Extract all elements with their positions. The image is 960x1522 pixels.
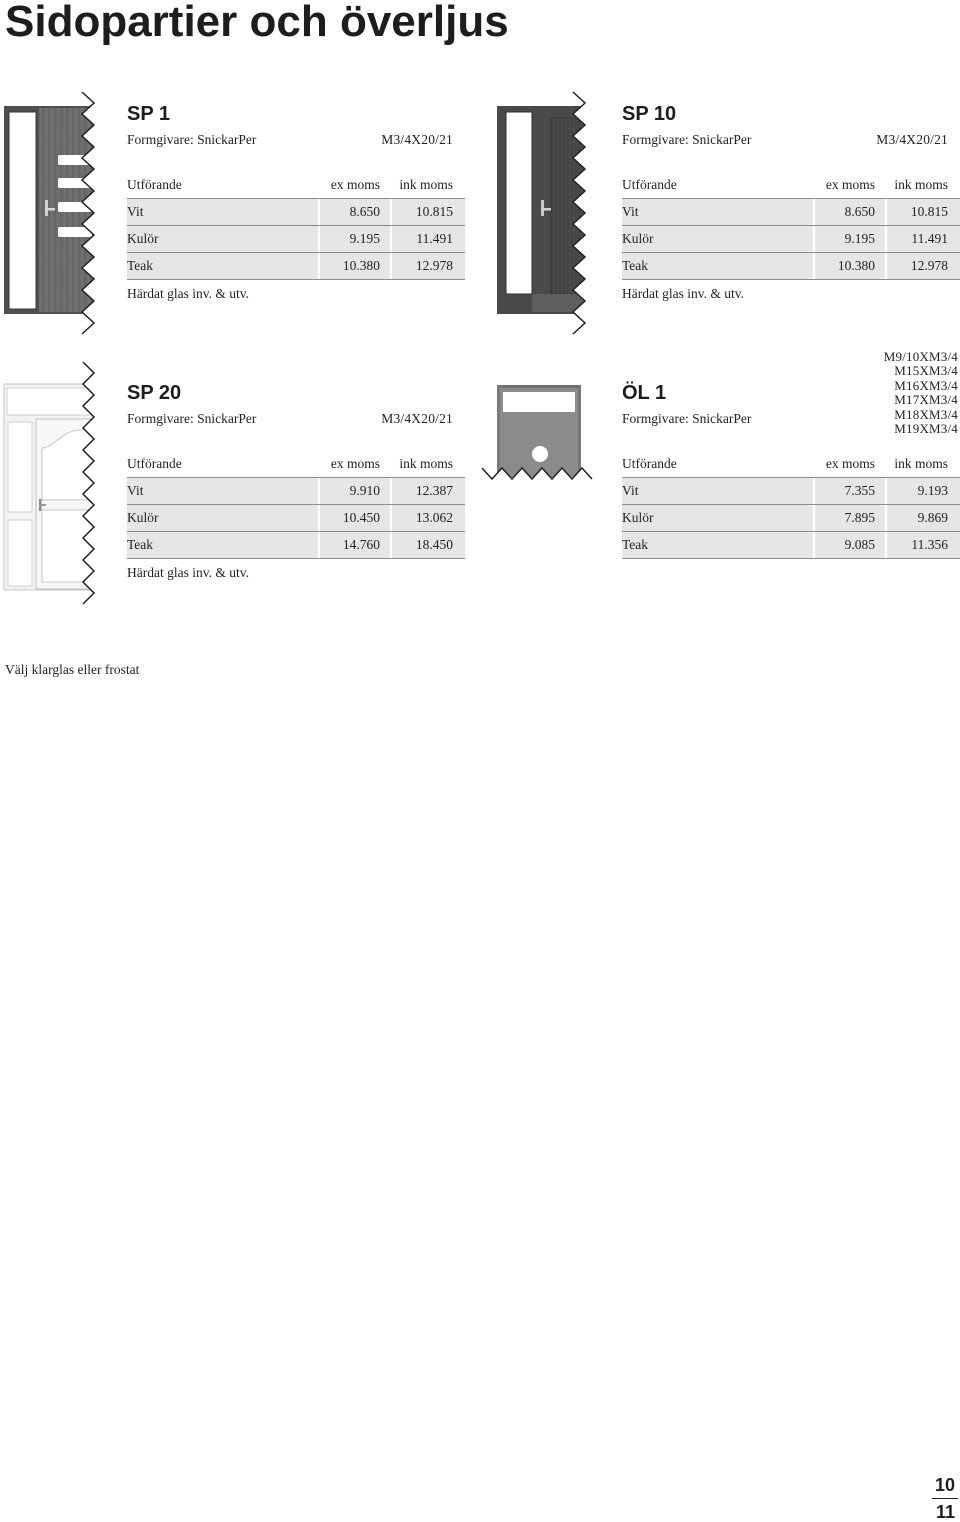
- finish-cell: Vit: [127, 204, 144, 219]
- page-title: Sidopartier och överljus: [5, 0, 509, 46]
- table-row: [622, 477, 960, 504]
- door-illustration-ol-1: [478, 380, 602, 484]
- price-ex-vat-cell: 9.085: [813, 532, 885, 558]
- price-inc-vat-cell: 11.491: [885, 226, 960, 252]
- price-ex-vat-cell: 10.380: [318, 253, 390, 279]
- price-inc-vat-cell: 12.978: [390, 253, 465, 279]
- table-row: [622, 504, 960, 531]
- column-header-inc-vat: ink moms: [894, 177, 948, 192]
- table-row: [127, 225, 465, 252]
- designer-credit: Formgivare: SnickarPer: [127, 132, 257, 147]
- sidelight-glass: [8, 422, 32, 512]
- price-inc-vat-cell: 11.491: [390, 226, 465, 252]
- column-header-finish: Utförande: [622, 177, 677, 192]
- size-code: M19XM3/4: [894, 421, 958, 437]
- price-inc-vat-cell: 12.387: [390, 478, 465, 504]
- price-ex-vat-cell: 10.380: [813, 253, 885, 279]
- door-illustration-sp-1: [0, 88, 100, 338]
- price-inc-vat-cell: 10.815: [390, 199, 465, 225]
- door-illustration-sp-20: [0, 358, 100, 610]
- finish-cell: Vit: [622, 204, 639, 219]
- table-row: [622, 531, 960, 558]
- column-header-inc-vat: ink moms: [894, 456, 948, 471]
- finish-cell: Teak: [127, 537, 154, 552]
- table-body: [622, 477, 960, 559]
- table-body: [127, 198, 465, 280]
- finish-cell: Teak: [622, 537, 649, 552]
- table-row: [127, 252, 465, 279]
- column-header-finish: Utförande: [622, 456, 677, 471]
- size-list: [884, 350, 958, 436]
- price-ex-vat-cell: 8.650: [813, 199, 885, 225]
- sidelight-glass: [9, 112, 36, 309]
- table-body: [127, 477, 465, 559]
- porthole-opening: [532, 446, 548, 462]
- finish-cell: Kulör: [622, 231, 654, 246]
- transom-glass: [503, 392, 575, 412]
- designer-credit: Formgivare: SnickarPer: [127, 411, 257, 426]
- size-code: M16XM3/4: [894, 377, 958, 393]
- column-header-finish: Utförande: [127, 456, 182, 471]
- product-name: SP 1: [127, 103, 170, 125]
- table-row: [622, 225, 960, 252]
- table-row: [622, 198, 960, 225]
- finish-cell: Vit: [127, 483, 144, 498]
- column-header-ex-vat: ex moms: [330, 177, 380, 192]
- price-ex-vat-cell: 14.760: [318, 532, 390, 558]
- price-inc-vat-cell: 18.450: [390, 532, 465, 558]
- table-row: [127, 477, 465, 504]
- transom-glass: [7, 388, 93, 415]
- size-code: M3/4X20/21: [381, 411, 453, 426]
- designer-credit: Formgivare: SnickarPer: [622, 132, 752, 147]
- price-inc-vat-cell: 10.815: [885, 199, 960, 225]
- column-header-finish: Utförande: [127, 177, 182, 192]
- finish-cell: Teak: [622, 258, 649, 273]
- glass-choice-footnote: Välj klarglas eller frostat: [5, 662, 140, 677]
- product-name: SP 20: [127, 382, 182, 404]
- product-sp-20: [127, 379, 465, 589]
- table-header-row: [622, 450, 960, 477]
- size-code: M18XM3/4: [894, 406, 958, 422]
- page-number-right: 11: [935, 1502, 955, 1522]
- finish-cell: Kulör: [622, 510, 654, 525]
- price-ex-vat-cell: 8.650: [318, 199, 390, 225]
- product-sp-10: [622, 100, 960, 310]
- table-row: [127, 531, 465, 558]
- price-table: [127, 450, 465, 586]
- price-inc-vat-cell: 12.978: [885, 253, 960, 279]
- glass-note: Härdat glas inv. & utv.: [127, 286, 249, 301]
- size-code: M17XM3/4: [894, 392, 958, 408]
- product-ol-1: [622, 349, 960, 589]
- table-header-row: [622, 171, 960, 198]
- page-number-left: 10: [934, 1475, 955, 1495]
- table-row: [127, 504, 465, 531]
- price-inc-vat-cell: 11.356: [885, 532, 960, 558]
- finish-cell: Kulör: [127, 231, 159, 246]
- designer-credit: Formgivare: SnickarPer: [622, 411, 752, 426]
- size-code: M3/4X20/21: [876, 132, 948, 147]
- finish-cell: Teak: [127, 258, 154, 273]
- table-body: [622, 198, 960, 280]
- price-ex-vat-cell: 7.895: [813, 505, 885, 531]
- price-table: [622, 171, 960, 307]
- product-name: ÖL 1: [622, 382, 667, 404]
- size-code: M9/10XM3/4: [883, 349, 958, 364]
- finish-cell: Vit: [622, 483, 639, 498]
- sidelight-glass: [506, 112, 532, 294]
- table-row: [127, 198, 465, 225]
- page-number-divider: [932, 1498, 958, 1499]
- column-header-inc-vat: ink moms: [399, 177, 453, 192]
- price-table: [127, 171, 465, 307]
- column-header-inc-vat: ink moms: [399, 456, 453, 471]
- price-ex-vat-cell: 9.910: [318, 478, 390, 504]
- product-sp-1: [127, 100, 465, 310]
- price-inc-vat-cell: 13.062: [390, 505, 465, 531]
- finish-cell: Kulör: [127, 510, 159, 525]
- table-header-row: [127, 450, 465, 477]
- size-code: M15XM3/4: [894, 363, 958, 379]
- door-illustration-sp-10: [494, 88, 594, 338]
- table-header-row: [127, 171, 465, 198]
- glass-note: Härdat glas inv. & utv.: [622, 286, 744, 301]
- column-header-ex-vat: ex moms: [330, 456, 380, 471]
- price-ex-vat-cell: 9.195: [318, 226, 390, 252]
- column-header-ex-vat: ex moms: [825, 177, 875, 192]
- glass-note: Härdat glas inv. & utv.: [127, 565, 249, 580]
- price-ex-vat-cell: 7.355: [813, 478, 885, 504]
- size-code: M3/4X20/21: [381, 132, 453, 147]
- product-name: SP 10: [622, 103, 677, 125]
- price-table: [622, 450, 960, 559]
- table-row: [622, 252, 960, 279]
- price-inc-vat-cell: 9.869: [885, 505, 960, 531]
- price-inc-vat-cell: 9.193: [885, 478, 960, 504]
- column-header-ex-vat: ex moms: [825, 456, 875, 471]
- price-ex-vat-cell: 10.450: [318, 505, 390, 531]
- price-ex-vat-cell: 9.195: [813, 226, 885, 252]
